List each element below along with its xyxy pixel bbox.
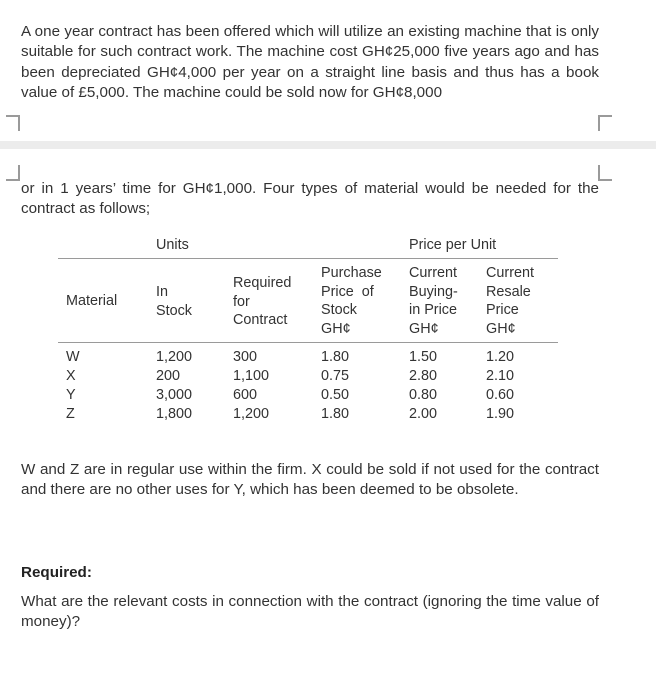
crop-mark-bottom-left <box>6 165 20 181</box>
cell-in-stock: 1,200 <box>156 349 193 365</box>
cell-required: 300 <box>233 349 258 365</box>
cell-buying: 1.50 <box>409 349 438 365</box>
header-material: Material <box>66 293 118 309</box>
intro-paragraph-2: or in 1 years’ time for GH¢1,000. Four types of material would be needed for the contract as follows; <box>21 180 599 218</box>
cell-required: 600 <box>233 387 258 403</box>
header-buying-price: Current Buying- in Price GH¢ <box>409 265 458 337</box>
cell-resale: 1.90 <box>486 406 515 422</box>
cell-resale: 0.60 <box>486 387 515 403</box>
cell-buying: 0.80 <box>409 387 438 403</box>
cell-buying: 2.00 <box>409 406 438 422</box>
cell-required: 1,200 <box>233 406 270 422</box>
cell-material: W <box>66 349 80 365</box>
required-heading: Required: <box>21 564 92 581</box>
cell-material: Z <box>66 406 75 422</box>
page-gap <box>0 141 656 149</box>
cell-required: 1,100 <box>233 368 270 384</box>
cell-in-stock: 1,800 <box>156 406 193 422</box>
units-group-header: Units <box>156 237 189 253</box>
cell-resale: 2.10 <box>486 368 515 384</box>
header-required: Required for Contract <box>233 275 292 329</box>
cell-material: Y <box>66 387 76 403</box>
header-in-stock: In Stock <box>156 284 192 319</box>
header-bottom-rule <box>58 342 558 343</box>
price-group-header: Price per Unit <box>409 237 497 253</box>
cell-in-stock: 3,000 <box>156 387 193 403</box>
cell-purchase: 1.80 <box>321 406 350 422</box>
cell-material: X <box>66 368 76 384</box>
question-paragraph: What are the relevant costs in connection with the contract (ignoring the time value of money)? <box>21 593 599 631</box>
header-resale-price: Current Resale Price GH¢ <box>486 265 534 337</box>
cell-buying: 2.80 <box>409 368 438 384</box>
header-purchase-price: Purchase Price of Stock GH¢ <box>321 265 382 337</box>
cell-purchase: 0.50 <box>321 387 350 403</box>
cell-purchase: 1.80 <box>321 349 350 365</box>
intro-paragraph-1: A one year contract has been offered which will utilize an existing machine that is only suitable for such contract work. The machine cost GH¢25,000 five years ago and has been depreciated GH¢4,000 per year on a straight line basis and thus has a book value of £5,000. The machine could be sold now for GH¢8,000 <box>21 23 599 102</box>
after-table-paragraph: W and Z are in regular use within the firm. X could be sold if not used for the contract and there are no other uses for Y, which has been deemed to be obsolete. <box>21 461 599 499</box>
cell-purchase: 0.75 <box>321 368 350 384</box>
crop-mark-top-left <box>6 115 20 131</box>
cell-resale: 1.20 <box>486 349 515 365</box>
cell-in-stock: 200 <box>156 368 181 384</box>
crop-mark-top-right <box>598 115 612 131</box>
header-rule <box>58 258 558 259</box>
crop-mark-bottom-right <box>598 165 612 181</box>
